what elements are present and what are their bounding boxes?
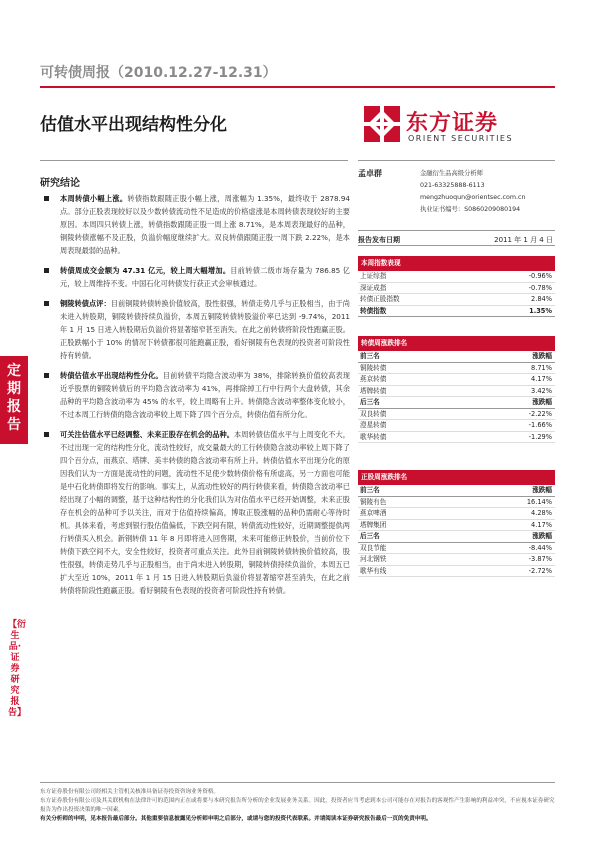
analyst-name: 孟卓群 bbox=[358, 169, 382, 178]
table-header: 转债周涨跌排名 bbox=[358, 336, 555, 351]
report-type-label: 定期报告 bbox=[7, 363, 21, 433]
conclusion-item: 本周转债小幅上涨。转债指数跟随正股小幅上涨，周涨幅为 1.35%，最终收于 2878.94 点。部分正股表现较好以及少数转债流动性不足造成的价格虚涨是本周转债表现较好的主要原因。本周四只转债上涨，转债指数跟随正股一周上涨 8.71%，是本周表现最好的品种，铜陵转债涨幅不及正股，负溢价幅度继续扩大。双良转债跟随正股一周下跌 2.22%，是本周表现最弱的品种。 bbox=[40, 192, 350, 257]
footer-divider bbox=[40, 782, 555, 783]
table-row: 转债正股指数 2.84% bbox=[358, 294, 555, 306]
table-row: 塔牌集团 4.17% bbox=[358, 520, 555, 532]
logo-english-name: ORIENT SECURITIES bbox=[408, 134, 514, 143]
table-header: 正股周涨跌排名 bbox=[358, 470, 555, 485]
table-row: 燕京转债 4.17% bbox=[358, 374, 555, 386]
table-row: 澄星转债 -1.66% bbox=[358, 420, 555, 432]
table-row: 歌华转债 -1.29% bbox=[358, 432, 555, 444]
table-row: 燕京啤酒 4.28% bbox=[358, 508, 555, 520]
orient-logo-icon bbox=[362, 104, 402, 144]
conclusions-list bbox=[40, 192, 350, 604]
disclaimer bbox=[40, 788, 555, 824]
table-row: 转债指数 1.35% bbox=[358, 306, 555, 318]
analyst-title: 金融衍生品高级分析师 bbox=[420, 170, 483, 177]
table-row: 歌华有线 -2.72% bbox=[358, 566, 555, 578]
disclaimer-line: 东方证券股份有限公司及其关联机构在法律许可的范围内正在或将要与本研究报告所分析的企业发展业务关系。因此，投资者应当考虑到本公司可能存在对报告的客观性产生影响的利益冲突，不应视本证券研究报告为作出投资决策的唯一因素。 bbox=[40, 798, 555, 813]
weekly-index-table bbox=[358, 256, 555, 317]
table-row: 河北钢铁 -3.87% bbox=[358, 554, 555, 566]
table-row: 双良转债 -2.22% bbox=[358, 409, 555, 421]
page-title: 估值水平出现结构性分化 bbox=[40, 115, 227, 135]
conclusion-item: 转债估值水平出现结构性分化。目前转债平均隐含波动率为 38%，排除转换价值较高表现近乎股票的铜陵转债后的平均隐含波动率为 41%，再排除掉工行中行两个大盘转债，其余品种的平均隐含波动率为 45% 的水平，较上周略有上升。转债隐含波动率整体变化较小，不过本周工行转债的隐含波动率较上周下降了四个百分点，转债估值有所分化。 bbox=[40, 369, 350, 421]
right-section-divider bbox=[358, 160, 555, 161]
table-row: 塔牌转债 3.42% bbox=[358, 386, 555, 398]
analyst-phone: 021-63325888-6113 bbox=[420, 182, 485, 189]
analyst-cert: 执业证书编号：S0860209080194 bbox=[420, 206, 521, 213]
table-row: 双良节能 -8.44% bbox=[358, 543, 555, 555]
header-divider bbox=[40, 86, 555, 88]
conclusion-item: 铜陵转债点评：目前铜陵转债转换价值较高，股性很强，转债走势几乎与正股相当，由于尚未进入转股期，铜陵转债持续负溢价，本周五铜陵转债转股溢价率已达到 -9.74%，2011 年 1 月 15 日进入转股期后负溢价将显著缩窄甚至消失。在此之前转债将阶段性跑赢正股。正股跌幅小于 10% 的情况下转债都很可能跑赢正股，看好铜陵有色表现的投资者可阶段性持有转债。 bbox=[40, 297, 350, 362]
conclusion-item: 可关注估值水平已经调整、未来正股存在机会的品种。本周转债估值水平与上周变化不大，不过出现一定的结构性分化，流动性较好，成交量最大的工行转债隐含波动率较上周下降了四个百分点，而燕京、塔牌、美丰转债的隐含波动率有所上升。转债估值水平出现分化的原因我们认为一方面是流动性的问题，流动性不足使少数转债价格有所虚高，另一方面也可能是中石化转债即将发行的影响。事实上，从流动性较好的两行转债来看，转债隐含波动率已经出现了小幅的调整，基于这种结构性的分化我们认为对估值水平已经开始调整，未来正股存在机会的品种可予以关注，而对于估值持续偏高，博取正股涨幅的品种仍需耐心等待时机。具体来看，考虑到银行股估值偏低，下跌空间有限，转债流动性较好，近期调整提供两行转债买入机会。新钢转债 11 年 8 月即将进入回售期，未来可能修正转股价，当前价位下转债下跌空间不大，安全性较好，投资者可重点关注。此外目前铜陵转债转换价值较高，股性很强，转债走势几乎与正股相当，由于尚未进入转股期，铜陵转债持续负溢价，本周五已扩大至近 10%，2011 年 1 月 15 日进入转股期后负溢价将显著缩窄甚至消失，在此之前转债将阶段性跑赢正股。看好铜陵有色表现的投资者可阶段性持有转债。 bbox=[40, 428, 350, 597]
table-subheader: 后三名 涨跌幅 bbox=[358, 397, 555, 409]
cb-rank-table bbox=[358, 336, 555, 443]
table-header: 本周指数表现 bbox=[358, 256, 555, 271]
table-subheader: 后三名 涨跌幅 bbox=[358, 531, 555, 543]
table-subheader: 前三名 涨跌幅 bbox=[358, 351, 555, 363]
report-date-value: 2011 年 1 月 4 日 bbox=[494, 236, 553, 244]
analyst-email[interactable]: mengzhuoqun@orientsec.com.cn bbox=[420, 194, 526, 201]
table-row: 深证成指 -0.78% bbox=[358, 283, 555, 295]
report-series-title: 可转债周报（2010.12.27-12.31） bbox=[40, 65, 277, 81]
table-row: 铜陵转债 8.71% bbox=[358, 363, 555, 375]
company-logo bbox=[362, 104, 532, 150]
stock-rank-table bbox=[358, 470, 555, 577]
disclaimer-notice: 有关分析师的申明，见本报告最后部分。其他重要信息披露见分析师申明之后部分，或请与您的投资代表联系。并请阅读本证券研究报告最后一页的免责申明。 bbox=[40, 816, 432, 822]
analyst-contact bbox=[420, 168, 525, 216]
logo-chinese-name: 东方证券 bbox=[406, 111, 499, 136]
table-row: 上证综指 -0.96% bbox=[358, 271, 555, 283]
report-date-row bbox=[358, 230, 555, 246]
conclusion-item: 转债周成交金额为 47.31 亿元，较上周大幅增加。目前转债二级市场存量为 786.85 亿元，较上周维持不变。中国石化可转债发行获正式会审核通过。 bbox=[40, 264, 350, 290]
report-date-label: 报告发布日期 bbox=[358, 236, 400, 244]
left-section-divider bbox=[40, 160, 348, 161]
disclaimer-line: 东方证券股份有限公司经相关主管机关核准具备证券投资咨询业务资格。 bbox=[40, 789, 220, 795]
table-row: 铜陵有色 16.14% bbox=[358, 497, 555, 509]
report-category-label: 【衍生品·证券研究报告】 bbox=[8, 620, 27, 718]
table-subheader: 前三名 涨跌幅 bbox=[358, 485, 555, 497]
section-title: 研究结论 bbox=[40, 178, 80, 189]
